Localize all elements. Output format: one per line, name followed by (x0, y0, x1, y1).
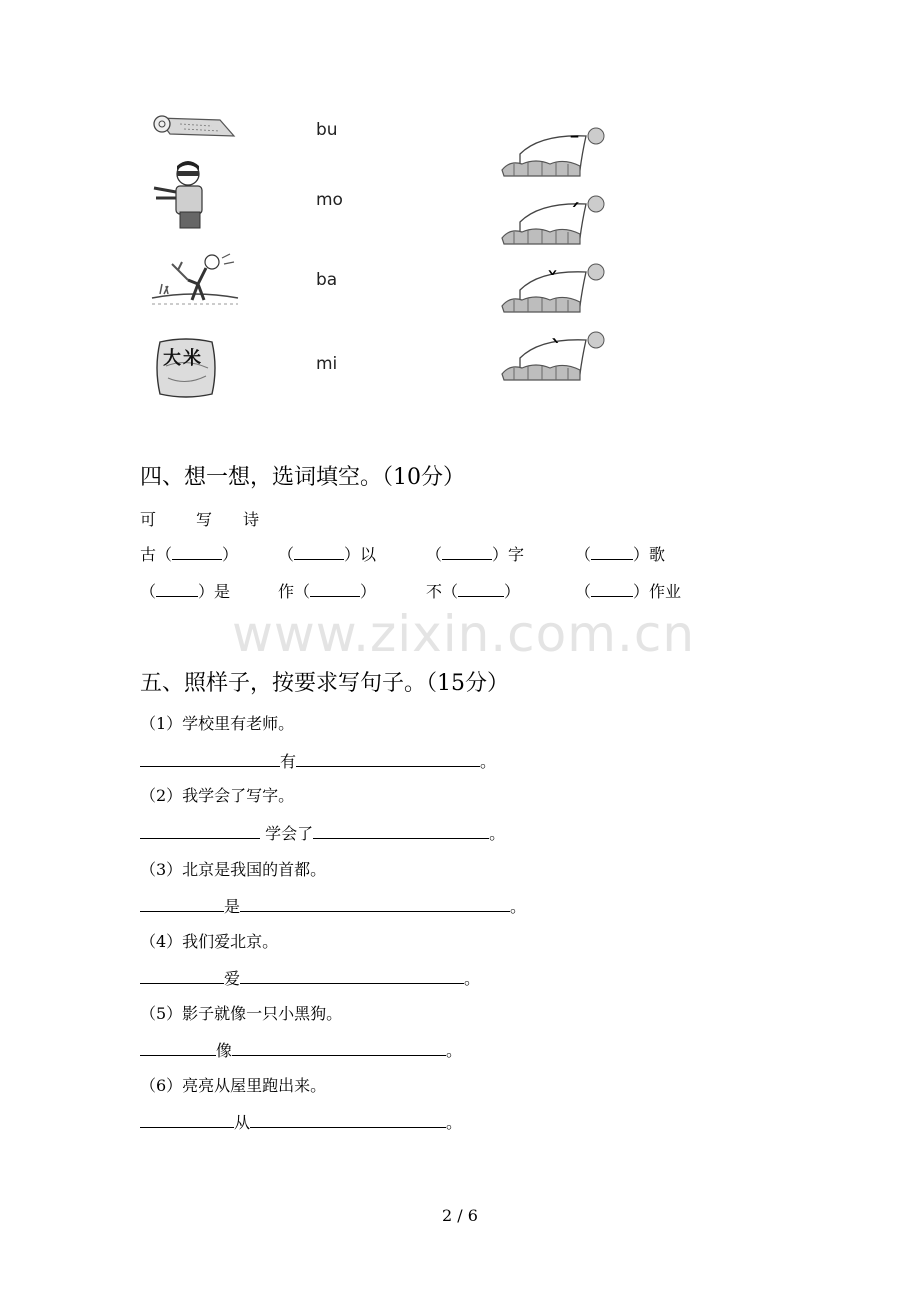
tone-hat[interactable] (500, 124, 610, 178)
blank[interactable] (140, 1111, 234, 1128)
example-sentence: （5）影子就像一只小黑狗。 (140, 1004, 343, 1023)
fill-item (426, 542, 524, 565)
period: 。 (446, 1113, 463, 1132)
pattern-word: 有 (280, 752, 297, 771)
rolled-cloth-image (150, 110, 236, 142)
fill-item (278, 542, 376, 565)
answer-line (140, 821, 505, 844)
blank[interactable] (156, 580, 198, 597)
blank[interactable] (140, 895, 224, 912)
blank[interactable] (140, 822, 260, 839)
blank[interactable] (140, 1039, 216, 1056)
example-sentence: （1）学校里有老师。 (140, 714, 295, 733)
tone-mark: ˊ (568, 200, 581, 230)
blank[interactable] (140, 967, 224, 984)
fill-item (426, 579, 520, 602)
section5-heading: 五、照样子，按要求写句子。（15分） (140, 671, 509, 696)
blank[interactable] (591, 543, 633, 560)
hat-shape-icon (500, 192, 610, 246)
tone-hat[interactable] (500, 260, 610, 314)
answer-line (140, 1110, 462, 1133)
item-text: ） (504, 582, 521, 601)
tone-mark: ˉ (568, 132, 581, 162)
period: 。 (510, 897, 527, 916)
fill-item (140, 579, 230, 602)
period: 。 (489, 824, 506, 843)
blank[interactable] (458, 580, 504, 597)
pattern-word: 从 (234, 1113, 251, 1132)
pattern-word: 是 (224, 897, 241, 916)
answer-line (140, 966, 480, 989)
item-text: ）作业 (633, 582, 682, 601)
blank[interactable] (232, 1039, 446, 1056)
period: 。 (480, 752, 497, 771)
blank[interactable] (310, 580, 360, 597)
pulling-radish-image (148, 250, 240, 312)
tone-mark: ˇ (546, 268, 559, 298)
period: 。 (464, 969, 481, 988)
blank[interactable] (442, 543, 492, 560)
item-text: ）以 (344, 545, 377, 564)
rice-bag-label: 大米 (163, 348, 203, 369)
pinyin-label: mi (316, 354, 338, 374)
pattern-word: 爱 (224, 969, 241, 988)
choice-word: 可 (140, 510, 157, 529)
watermark: www.zixin.com.cn (232, 605, 696, 663)
example-sentence: （4）我们爱北京。 (140, 932, 279, 951)
blank[interactable] (313, 822, 489, 839)
item-text: （ (140, 582, 157, 601)
pinyin-label: bu (316, 120, 338, 140)
tone-hat[interactable] (500, 192, 610, 246)
answer-line (140, 894, 526, 917)
section4-heading: 四、想一想，选词填空。（10分） (140, 465, 465, 490)
pinyin-label: mo (316, 190, 343, 210)
pattern-word: 像 (216, 1041, 233, 1060)
fill-item (575, 542, 665, 565)
item-text: 不（ (426, 582, 459, 601)
answer-line (140, 1038, 462, 1061)
pattern-word: 学会了 (265, 824, 314, 843)
item-text: 作（ (278, 582, 311, 601)
tone-mark: ˋ (550, 336, 563, 366)
fill-item (140, 542, 238, 565)
blank[interactable] (591, 580, 633, 597)
blank[interactable] (140, 750, 280, 767)
blank[interactable] (294, 543, 344, 560)
blank[interactable] (250, 1111, 446, 1128)
item-text: （ (575, 582, 592, 601)
blank[interactable] (172, 543, 222, 560)
item-text: （ (426, 545, 443, 564)
choice-word: 诗 (243, 510, 260, 529)
fill-item (575, 579, 681, 602)
period: 。 (446, 1041, 463, 1060)
item-text: ）是 (198, 582, 231, 601)
blindfolded-boy-image (148, 158, 216, 230)
item-text: （ (278, 545, 295, 564)
pinyin-label: ba (316, 270, 338, 290)
fill-item (278, 579, 376, 602)
item-text: ） (222, 545, 239, 564)
blank[interactable] (296, 750, 480, 767)
example-sentence: （2）我学会了写字。 (140, 786, 295, 805)
item-text: 古（ (140, 545, 173, 564)
example-sentence: （6）亮亮从屋里跑出来。 (140, 1076, 327, 1095)
item-text: ）字 (492, 545, 525, 564)
tone-hat[interactable] (500, 328, 610, 382)
answer-line (140, 749, 496, 772)
blank[interactable] (240, 895, 510, 912)
item-text: ）歌 (633, 545, 666, 564)
blank[interactable] (240, 967, 464, 984)
example-sentence: （3）北京是我国的首都。 (140, 860, 327, 879)
hat-shape-icon (500, 124, 610, 178)
choice-word: 写 (196, 510, 213, 529)
page-number: 2 / 6 (442, 1206, 478, 1225)
item-text: ） (360, 582, 377, 601)
item-text: （ (575, 545, 592, 564)
